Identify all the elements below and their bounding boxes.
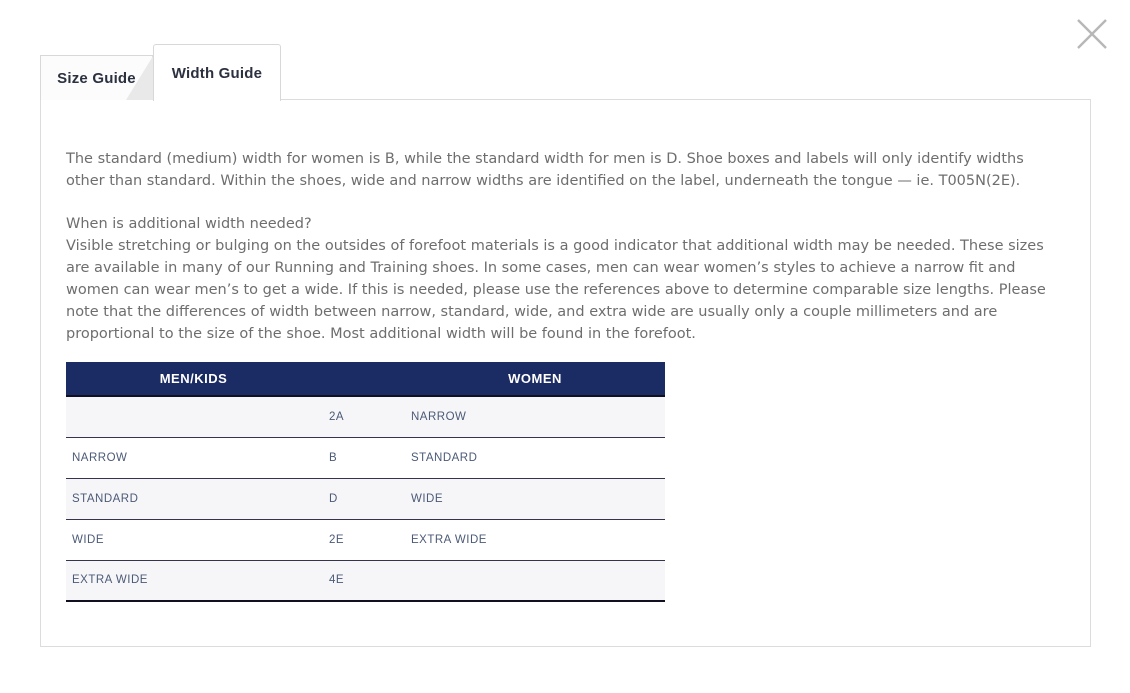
header-men-kids: MEN/KIDS [66, 362, 321, 396]
width-guide-panel [40, 99, 1091, 647]
width-guide-content [41, 100, 1090, 602]
tab-size-guide-label: Size Guide [57, 69, 136, 87]
close-button[interactable] [1072, 14, 1112, 54]
guide-tabs [40, 44, 460, 100]
table-row [66, 437, 665, 478]
table-row [66, 519, 665, 560]
question-heading: When is additional width needed? [66, 216, 312, 232]
intro-paragraph: The standard (medium) width for women is B, while the standard width for men is D. Shoe boxes and labels will only identify widths other than standard. Within the shoes, wide and narrow widths are identified on the label, underneath the tongue — ie. T005N(2E). [66, 151, 1024, 189]
header-code [321, 362, 405, 396]
cell-men [66, 396, 321, 437]
cell-women: WIDE [411, 492, 444, 505]
table-row [66, 396, 665, 437]
cell-code: 2A [329, 410, 345, 423]
cell-code: 2E [329, 533, 345, 546]
cell-men: STANDARD [72, 492, 139, 505]
tab-width-guide[interactable] [153, 44, 281, 101]
table-row [66, 478, 665, 519]
cell-men: WIDE [72, 533, 105, 546]
cell-men: EXTRA WIDE [72, 574, 148, 587]
cell-code: B [329, 451, 338, 464]
close-icon [1072, 42, 1112, 57]
table-row [66, 560, 665, 601]
header-women: WOMEN [405, 362, 665, 396]
tab-width-guide-label: Width Guide [171, 64, 263, 82]
width-comparison-table [66, 362, 665, 602]
table-header-row [66, 362, 665, 396]
cell-women: NARROW [411, 410, 467, 423]
cell-code: D [329, 492, 338, 505]
cell-women: STANDARD [411, 451, 478, 464]
cell-women [405, 560, 665, 601]
cell-code: 4E [329, 574, 345, 587]
answer-paragraph: Visible stretching or bulging on the outsides of forefoot materials is a good indicator that additional width may be needed. These sizes are available in many of our Running and Training shoes. In some cases, men can wear women’s styles to achieve a narrow fit and women can wear men’s to get a wide. If this is needed, please use the references above to determine comparable size lengths. Please note that the differences of width between narrow, standard, wide, and extra wide are usually only a couple millimeters and are proportional to the size of the shoe. Most additional width will be found in the forefoot. [66, 238, 1046, 342]
cell-women: EXTRA WIDE [411, 533, 487, 546]
cell-men: NARROW [72, 451, 128, 464]
